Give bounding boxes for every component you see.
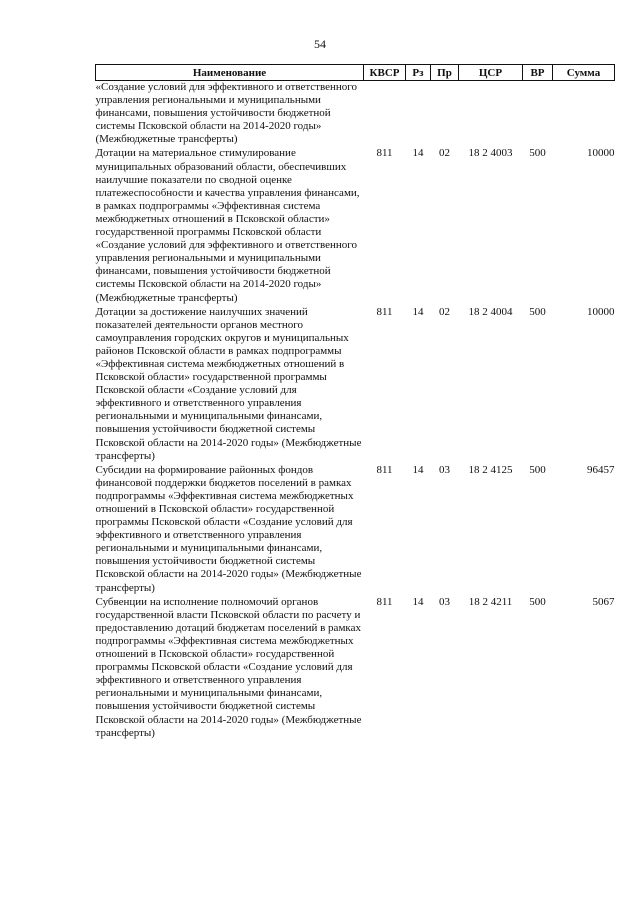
row-sum: 96457	[587, 463, 615, 476]
header-vr: ВР	[523, 65, 553, 81]
budget-table	[95, 64, 615, 741]
row-name: Субвенции на исполнение полномочий органов государственной власти Псковской области по расчету и предоставлению дотаций бюджетам поселений в рамках подпрограммы «Эффективная система межбюджетных отношений в Псковской области» государственной программы Псковской области «Создание условий для эффективного и ответственного управления региональными и муниципальными финансами, повышения устойчивости бюджетной системы Псковской области на 2014-2020 годы» (Межбюджетные трансферты)	[95, 595, 362, 739]
row-pr	[431, 81, 459, 148]
row-rz: 14	[412, 305, 424, 318]
row-sum: 10000	[587, 305, 615, 318]
row-csr: 18 2 4211	[468, 595, 513, 608]
row-csr: 18 2 4003	[468, 147, 513, 160]
row-vr: 500	[529, 595, 546, 608]
table-row	[96, 464, 615, 596]
header-kvsr: КВСР	[364, 65, 406, 81]
header-rz: Рз	[406, 65, 431, 81]
row-name: Дотации за достижение наилучших значений показателей деятельности органов местного самоуправления городских округов и муниципальных районов Псковской области в рамках подпрограммы «Эффективная система межбюджетных отношений в Псковской области» государственной программы Псковской области «Создание условий для эффективного и ответственного управления региональными и муниципальными финансами, повышения устойчивости бюджетной системы Псковской области на 2014-2020 годы» (Межбюджетные трансферты)	[95, 305, 362, 462]
row-rz: 14	[412, 147, 424, 160]
row-pr: 03	[439, 463, 450, 476]
row-rz	[406, 81, 431, 148]
row-pr: 02	[439, 147, 450, 160]
row-vr: 500	[529, 147, 546, 160]
row-csr: 18 2 4004	[468, 305, 513, 318]
row-pr: 03	[439, 595, 450, 608]
row-csr: 18 2 4125	[468, 463, 513, 476]
table-row	[96, 596, 615, 741]
row-kvsr: 811	[376, 147, 393, 160]
row-kvsr: 811	[376, 595, 393, 608]
page-number: 54	[314, 37, 326, 51]
row-pr: 02	[439, 305, 450, 318]
row-csr	[459, 81, 523, 148]
row-kvsr: 811	[376, 463, 393, 476]
row-name: «Создание условий для эффективного и ответственного управления региональными и муниципальными финансами, повышения устойчивости бюджетной системы Псковской области на 2014-2020 годы» (Межбюджетные трансферты)	[95, 81, 358, 146]
row-kvsr	[364, 81, 406, 148]
row-sum	[553, 81, 615, 148]
header-pr: Пр	[431, 65, 459, 81]
row-vr	[523, 81, 553, 148]
header-sum: Сумма	[553, 65, 615, 81]
row-rz: 14	[412, 595, 424, 608]
row-vr: 500	[529, 463, 546, 476]
row-name: Субсидии на формирование районных фондов финансовой поддержки бюджетов поселений в рамках подпрограммы «Эффективная система межбюджетных отношений в Псковской области» государственной программы Псковской области «Создание условий для эффективного и ответственного управления региональными и муниципальными финансами, повышения устойчивости бюджетной системы Псковской области на 2014-2020 годы» (Межбюджетные трансферты)	[95, 463, 362, 594]
row-sum: 5067	[592, 595, 615, 608]
table-row	[96, 81, 615, 148]
table-row	[96, 147, 615, 305]
header-name: Наименование	[96, 65, 364, 81]
row-kvsr: 811	[376, 305, 393, 318]
row-rz: 14	[412, 463, 424, 476]
table-header-row	[96, 65, 615, 81]
table-row	[96, 306, 615, 464]
row-sum: 10000	[587, 147, 615, 160]
row-name: Дотации на материальное стимулирование муниципальных образований области, обеспечивших наилучшие показатели по сводной оценке платежеспособности и качества управления финансами, в рамках подпрограммы «Эффективная система межбюджетных отношений в Псковской области» государственной программы Псковской области «Создание условий для эффективного и ответственного управления региональными и муниципальными финансами, повышения устойчивости бюджетной системы Псковской области на 2014-2020 годы» (Межбюджетные трансферты)	[95, 147, 360, 304]
row-vr: 500	[529, 305, 546, 318]
header-csr: ЦСР	[459, 65, 523, 81]
